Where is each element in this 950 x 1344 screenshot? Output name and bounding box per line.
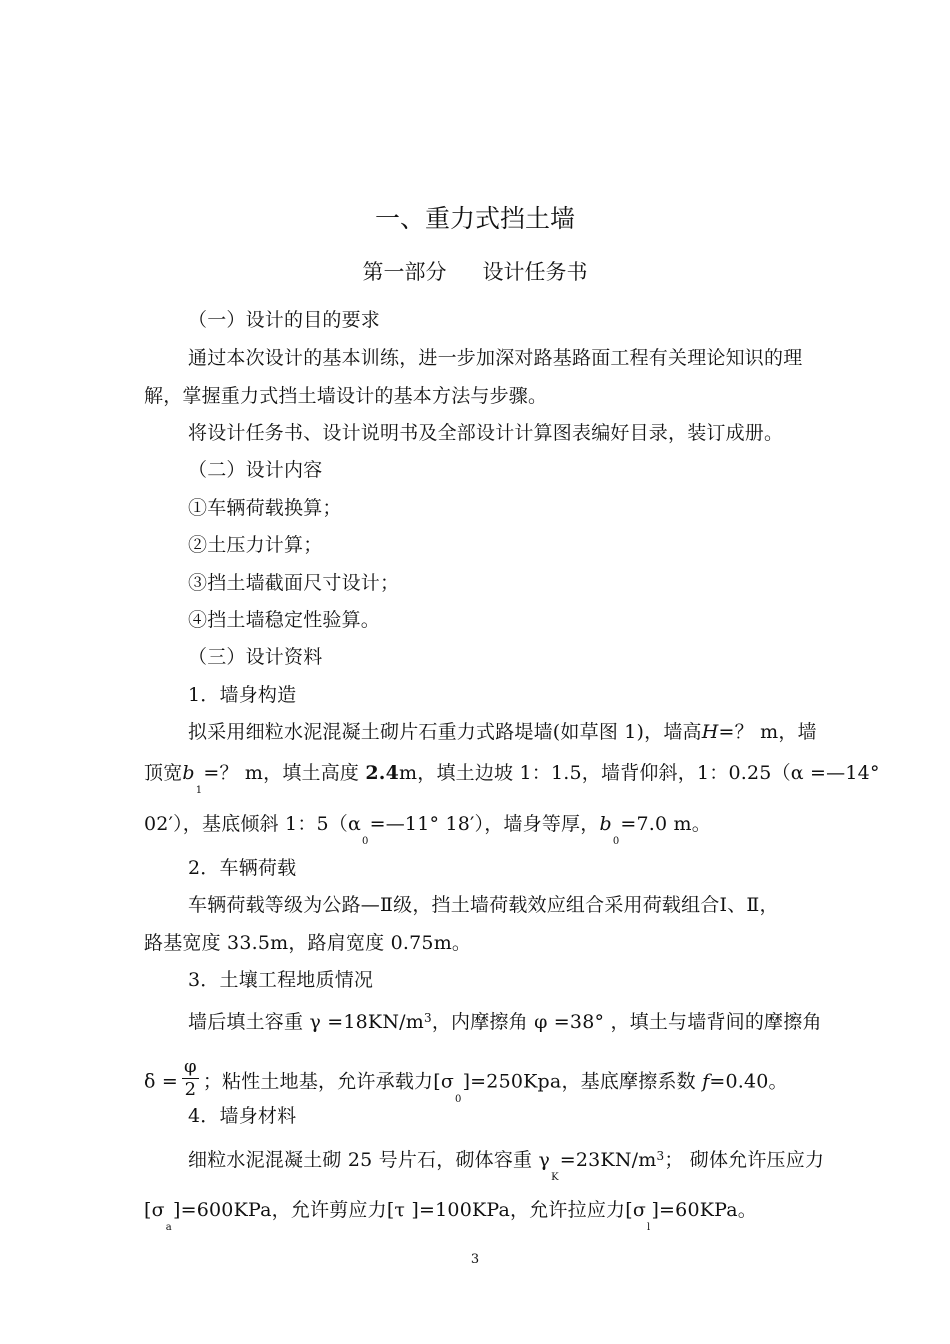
- subscript: 0: [362, 836, 369, 847]
- text: 拟采用细粒水泥混凝土砌片石重力式路堤墙(如草图 1)，墙高: [188, 721, 702, 743]
- symbol-delta: δ =: [144, 1070, 178, 1093]
- fraction: [182, 1056, 199, 1101]
- superscript: 3: [423, 1011, 432, 1025]
- text: 02′），基底倾斜 1：5（α: [144, 813, 362, 835]
- subscript: 0: [612, 836, 620, 847]
- text: ]=60KPa。: [651, 1199, 757, 1221]
- text: 细粒水泥混凝土砌 25 号片石，砌体容重 γ: [188, 1149, 551, 1171]
- heading-wall-material: 4．墙身材料: [188, 1105, 297, 1127]
- soil-line-2: [144, 1056, 788, 1105]
- subscript: 1: [195, 785, 203, 796]
- superscript: 3: [656, 1149, 665, 1163]
- text: ，内摩擦角 φ =38° ，填土与墙背间的摩擦角: [431, 1011, 822, 1033]
- wall-structure-line-2: [144, 761, 880, 796]
- bold-value: 2.4: [365, 762, 400, 784]
- text: =？ m，填土高度: [203, 762, 366, 784]
- symbol-b0: b: [599, 813, 612, 835]
- subscript: l: [647, 1222, 651, 1233]
- heading-vehicle-load: 2．车辆荷载: [188, 857, 297, 879]
- text: m，填土边坡 1：1.5，墙背仰斜，1：0.25（α =—14°: [399, 762, 880, 784]
- fraction-numerator: φ: [184, 1056, 197, 1077]
- heading-soil-conditions: 3．土壤工程地质情况: [188, 969, 374, 991]
- page-number: 3: [470, 1252, 480, 1267]
- paragraph-purpose-line-2: 解，掌握重力式挡土墙设计的基本方法与步骤。: [144, 385, 548, 407]
- vehicle-load-line-1: 车辆荷载等级为公路—Ⅱ级，挡土墙荷载效应组合采用荷载组合Ⅰ、Ⅱ，: [188, 894, 779, 916]
- page-title: 一、重力式挡土墙: [374, 204, 575, 233]
- text: =？ m，墙: [718, 721, 817, 743]
- text: =7.0 m。: [620, 813, 711, 835]
- text: [σ: [144, 1199, 165, 1221]
- section-subtitle: [0, 258, 950, 286]
- wall-structure-line-1: [188, 720, 817, 744]
- material-line-1: [188, 1148, 825, 1183]
- symbol-b1: b: [182, 762, 195, 784]
- text: ]=250Kpa，基底摩擦系数: [462, 1070, 703, 1093]
- subtitle-name: 设计任务书: [482, 260, 588, 284]
- list-item: ③挡土墙截面尺寸设计；: [188, 572, 400, 594]
- heading-purpose: （一）设计的目的要求: [188, 309, 381, 331]
- text: 顶宽: [144, 762, 183, 784]
- paragraph-binding: 将设计任务书、设计说明书及全部设计计算图表编好目录，装订成册。: [188, 422, 784, 444]
- symbol-f: f: [702, 1070, 710, 1093]
- text: 墙后填土容重 γ =18KN/m: [188, 1011, 424, 1033]
- text: =0.40。: [709, 1070, 788, 1093]
- subscript: 0: [455, 1093, 462, 1105]
- list-item: ①车辆荷载换算；: [188, 497, 342, 519]
- heading-wall-structure: 1．墙身构造: [188, 684, 297, 706]
- wall-structure-line-3: [144, 812, 711, 847]
- text: =23KN/m: [559, 1149, 657, 1171]
- text: =—11° 18′），墙身等厚，: [369, 813, 600, 835]
- soil-line-1: [188, 1010, 822, 1036]
- vehicle-load-line-2: 路基宽度 33.5m，路肩宽度 0.75m。: [144, 932, 472, 954]
- subscript: K: [551, 1172, 559, 1183]
- material-line-2: [144, 1198, 757, 1233]
- fraction-denominator: 2: [184, 1079, 197, 1100]
- list-item: ②土压力计算；: [188, 534, 323, 556]
- list-item: ④挡土墙稳定性验算。: [188, 609, 381, 631]
- symbol-H: H: [701, 721, 719, 743]
- paragraph-purpose-line-1: 通过本次设计的基本训练，进一步加深对路基路面工程有关理论知识的理: [188, 347, 803, 369]
- heading-content: （二）设计内容: [188, 459, 323, 481]
- heading-data: （三）设计资料: [188, 646, 323, 668]
- subtitle-part: 第一部分: [362, 260, 447, 284]
- subscript: a: [165, 1222, 172, 1233]
- text: ]=600KPa，允许剪应力[τ ]=100KPa，允许拉应力[σ: [172, 1199, 647, 1221]
- text: ； 砌体允许压应力: [664, 1149, 825, 1171]
- text: ；粘性土地基，允许承载力[σ: [202, 1070, 454, 1093]
